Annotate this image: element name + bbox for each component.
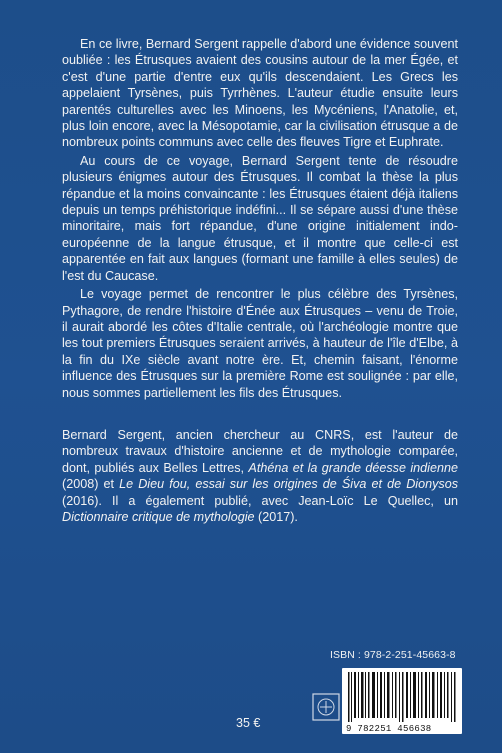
blurb-text — [62, 36, 458, 525]
author-bio — [62, 427, 458, 525]
barcode-digits: 9 782251 456638 — [346, 724, 432, 734]
bio-part-3: (2016). Il a également publié, avec Jean-Loïc Le Quellec, un — [62, 493, 458, 508]
book-title-dictionnaire: Dictionnaire critique de mythologie — [62, 509, 255, 524]
price: 35 € — [236, 716, 261, 730]
paragraph-2: Au cours de ce voyage, Bernard Sergent tente de résoudre plusieurs énigmes autour des Étrusques. Il combat la thèse la plus répandue et la moins convaincante : les Étrusques étaient déjà italiens depuis un temps préhistorique indéfini... Il se sépare aussi d'une thèse minoritaire, mais fort répandue, d'une origine initialement indo-européenne de la langue étrusque, et il montre que celle-ci est apparentée en fait aux langues (formant une famille à elles seules) de l'est du Caucase. — [62, 153, 458, 283]
bio-part-4: (2017). — [254, 509, 298, 524]
bio-part-1: Bernard Sergent, ancien chercheur au CNRS, est l'auteur de nombreux travaux d'histoire ancienne et de mythologie comparée, dont, publiés aux Belles Lettres, — [62, 427, 458, 475]
bio-part-2: (2008) et — [62, 477, 120, 492]
barcode — [342, 668, 462, 734]
book-title-athena: Athéna et la grande déesse indienne — [248, 460, 458, 475]
publisher-logo-icon — [311, 692, 341, 722]
paragraph-1: En ce livre, Bernard Sergent rappelle d'abord une évidence souvent oubliée : les Étrusques avaient des cousins autour de la mer Égée, et c'est d'une partie d'entre eux qu'ils descendaient. Les Grecs les appelaient Tyrsènes, puis Tyrrhènes. L'auteur étudie ensuite leurs parentés culturelles avec les Minoens, les Mycéniens, l'Anatolie, et, plus loin encore, avec la Mésopotamie, car la civilisation étrusque a de nombreux points communs avec celle des fleuves Tigre et Euphrate. — [62, 37, 458, 150]
book-title-dieu-fou: Le Dieu fou, essai sur les origines de Śiva et de Dionysos — [119, 477, 458, 492]
isbn-label: ISBN : 978-2-251-45663-8 — [330, 649, 456, 661]
paragraph-3: Le voyage permet de rencontrer le plus célèbre des Tyrsènes, Pythagore, de rendre l'histoire d'Énée aux Étrusques – venu de Troie, il aurait abordé les côtes d'Italie centrale, où l'archéologie montre que les tout premiers Étrusques seraient arrivés, à hauteur de l'île d'Elbe, à la fin du IXe siècle avant notre ère. Et, chemin faisant, l'énorme influence des Étrusques sur la première Rome est soulignée : par elle, nous sommes partiellement les fils des Étrusques. — [62, 287, 458, 400]
barcode-icon — [342, 668, 462, 724]
